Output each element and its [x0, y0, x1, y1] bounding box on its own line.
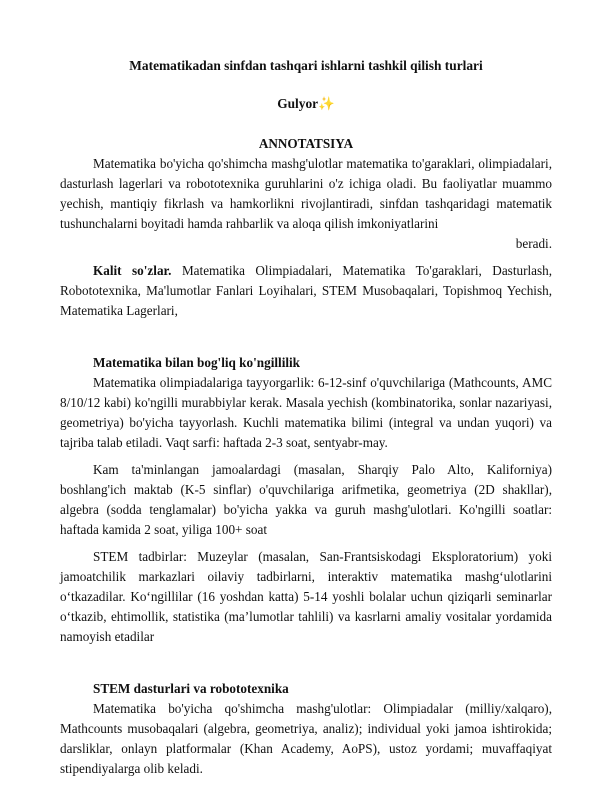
section1-paragraph-tutoring: Kam ta'minlangan jamoalardagi (masalan, Sharqiy Palo Alto, Kaliforniya) boshlang'ich maktab (K-5 sinflar) o'quvchilariga arifmetika, geometriya (2D shakllar), algebra (sodda tenglamalar) bo'yicha yakka va guruh mashg'ulotlari. Ko'ngilli soatlar: haftada kamida 2 soat, yiliga 100+ soat [60, 462, 552, 537]
keywords-text: Matematika Olimpiadalari, Matematika To'garaklari, Dasturlash, Robototexnika, Ma'lumotlar Fanlari Loyihalari, STEM Musobaqalari, Topishmoq Yechish, Matematika Lagerlari, [60, 263, 553, 318]
keywords-paragraph [60, 261, 552, 321]
annotation-paragraph: Matematika bo'yicha qo'shimcha mashg'ulotlar matematika to'garaklari, olimpiadalari, dasturlash lagerlari va robototexnika guruhlarini o'z ichiga oladi. Bu faoliyatlar muammo yechish, mantiqiy fikrlash va hamkorlikni rivojlantiradi, sinfdan tashqaridagi matematik tushunchalarni boyitadi hamda rahbarlik va aloqa qilish imkoniyatlarini [60, 156, 552, 231]
spacer [60, 254, 552, 261]
section1-paragraph-stem-events: STEM tadbirlar: Muzeylar (masalan, San-Frantsiskodagi Eksploratorium) yoki jamoatchilik markazlari oilaviy tadbirlarni, interaktiv matematika mashg‘ulotlarini o‘tkazadilar. Ko‘ngillilar (16 yoshdan katta) 5-14 yoshli bolalar uchun qiziqarli seminarlar o‘tkazib, ehtimollik, statistika (ma’lumotlar tahlili) va kasrlarni amaliy vositalar yordamida namoyish etadilar [60, 549, 552, 644]
annotation-paragraph-end: beradi. [515, 236, 552, 251]
spacer [60, 321, 552, 353]
document-title: Matematikadan sinfdan tashqari ishlarni tashkil qilish turlari [129, 58, 483, 73]
section1-paragraph-olympiad: Matematika olimpiadalariga tayyorgarlik: 6-12-sinf o'quvchilariga (Mathcounts, AMC 8/10/12 kabi) ko'ngilli murabbiylar kerak. Masala yechish (kombinatorika, sonlar nazariyasi, geometriya) bo'yicha tayyorlash. Kuchli matematika bilimi (integral va undan yuqori) va tajriba talab etiladi. Vaqt sarfi: haftada 2-3 soat, sentyabr-may. [60, 375, 552, 450]
annotation-heading: ANNOTATSIYA [258, 136, 354, 151]
section-heading-volunteering: Matematika bilan bog'liq ko'ngillilik [93, 355, 301, 370]
author-name: Gulyor [277, 96, 319, 111]
document-body [60, 56, 552, 779]
spacer [60, 540, 552, 547]
section2-paragraph: Matematika bo'yicha qo'shimcha mashg'ulotlar: Olimpiadalar (milliy/xalqaro), Mathcounts musobaqalari (algebra, geometriya, analiz); individual yoki jamoa ishtirokida; darsliklar, onlayn platformalar (Khan Academy, AoPS), ustoz yordami; muvaffaqiyat stipendiyalarga olib keladi. [60, 701, 552, 776]
keywords-label: Kalit so'zlar. [93, 263, 172, 278]
spacer [60, 647, 552, 679]
sparkle-icon: ✨ [318, 96, 335, 111]
section-heading-stem: STEM dasturlari va robototexnika [93, 681, 289, 696]
author-line [60, 94, 552, 114]
spacer [60, 453, 552, 460]
